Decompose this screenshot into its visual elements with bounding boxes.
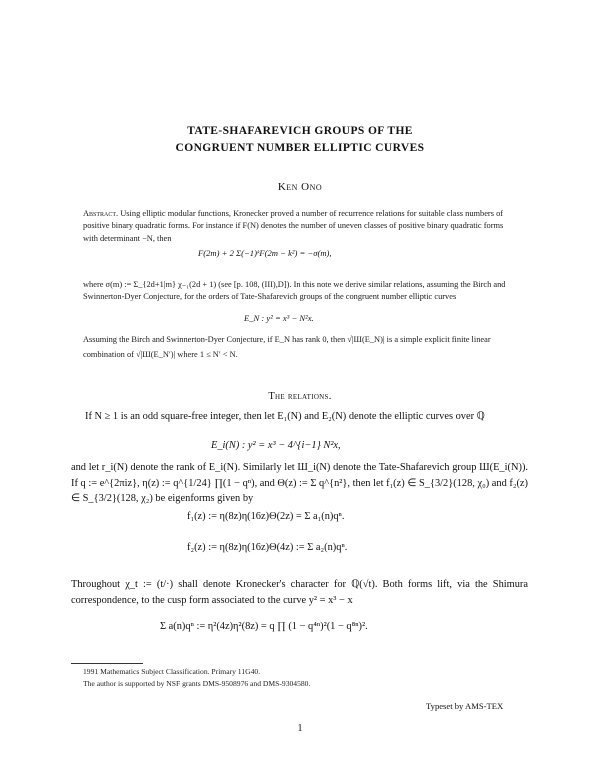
section-heading: The relations. (268, 391, 332, 402)
abstract-eq1-text: F(2m) + 2 Σ(−1)ᵏF(2m − k²) = −σ(m), (198, 248, 332, 258)
body-eq4-text: Σ a(n)qⁿ := η²(4z)η²(8z) = q ∏ (1 − q⁴ⁿ)²(1 − q⁸ⁿ)². (160, 621, 368, 632)
abstract-text-2: where σ(m) := Σ_{2d+1|m} χ₋₁(2d + 1) (see [p. 108, (III),D]). In this note we derive similar relations, assuming the Birch and Swinnerton-Dyer Conjecture, for the orders of Tate-Shafarevich groups of the congruent number elliptic curves (83, 280, 506, 302)
abstract-equation-1 (198, 248, 332, 258)
abstract-paragraph-3 (83, 332, 518, 362)
title-line-2: CONGRUENT NUMBER ELLIPTIC CURVES (175, 142, 425, 154)
abstract-text-3: Assuming the Birch and Swinnerton-Dyer Conjecture, if E_N has rank 0, then √|Ш(E_N)| is a simple explicit finite linear combination of √|Ш(E_N′)| where 1 ≤ N′ < N. (83, 335, 491, 359)
body-text-1: If N ≥ 1 is an odd square-free integer, then let E₁(N) and E₂(N) denote the elliptic curves over ℚ (85, 411, 485, 422)
abstract-equation-2 (244, 313, 314, 323)
abstract-eq2-text: E_N : y² = x³ − N²x. (244, 313, 314, 323)
abstract-paragraph-1 (83, 208, 518, 245)
body-eq3-text: f₂(z) := η(8z)η(16z)Θ(4z) := Σ a₂(n)qⁿ. (187, 542, 348, 553)
page-number: 1 (297, 723, 303, 734)
body-paragraph-2 (71, 460, 528, 507)
abstract-paragraph-2 (83, 279, 518, 304)
abstract-text-1: Using elliptic modular functions, Kronecker proved a number of recurrence relations for suitable class numbers of positive binary quadratic forms. For instance if F(N) denotes the number of uneven classes of positive binary quadratic forms with determinant −N, then (83, 209, 504, 243)
body-equation-3 (187, 542, 347, 553)
body-equation-2 (187, 511, 344, 522)
body-text-3: Throughout χ_t := (t/·) shall denote Kronecker's character for ℚ(√t). Both forms lift, via the Shimura correspondence, to the cusp form associated to the curve y² = x³ − x (71, 579, 528, 606)
footnote-1: 1991 Mathematics Subject Classification. Primary 11G40. (83, 667, 261, 676)
body-paragraph-3 (71, 577, 528, 608)
footnote-2: The author is supported by NSF grants DMS-9508976 and DMS-9304580. (83, 679, 311, 688)
body-text-2: and let r_i(N) denote the rank of E_i(N). Similarly let Ш_i(N) denote the Tate-Shafarevich group Ш(E_i(N)). If q := e^{2πiz}, η(z) := q^{1/24} ∏(1 − qⁿ), and Θ(z) := Σ q^{n²}, then let f₁(z) ∈ S_{3/2}(128, χ₀) and f₂(z) ∈ S_{3/2}(128, χ₂) be eigenforms given by (71, 462, 528, 505)
body-eq1-text: E_i(N) : y² = x³ − 4^{i−1} N²x, (211, 440, 341, 451)
body-equation-1 (211, 440, 341, 451)
footnote-rule (71, 663, 143, 664)
abstract-label: Abstract. (83, 209, 119, 218)
author: Ken Ono (277, 181, 323, 193)
body-equation-4 (160, 621, 368, 632)
title-line-1: TATE-SHAFAREVICH GROUPS OF THE (187, 125, 413, 137)
body-eq2-text: f₁(z) := η(8z)η(16z)Θ(2z) = Σ a₁(n)qⁿ. (187, 511, 345, 522)
body-paragraph-1 (71, 409, 528, 425)
typeset-note: Typeset by AMS-TEX (426, 701, 504, 711)
